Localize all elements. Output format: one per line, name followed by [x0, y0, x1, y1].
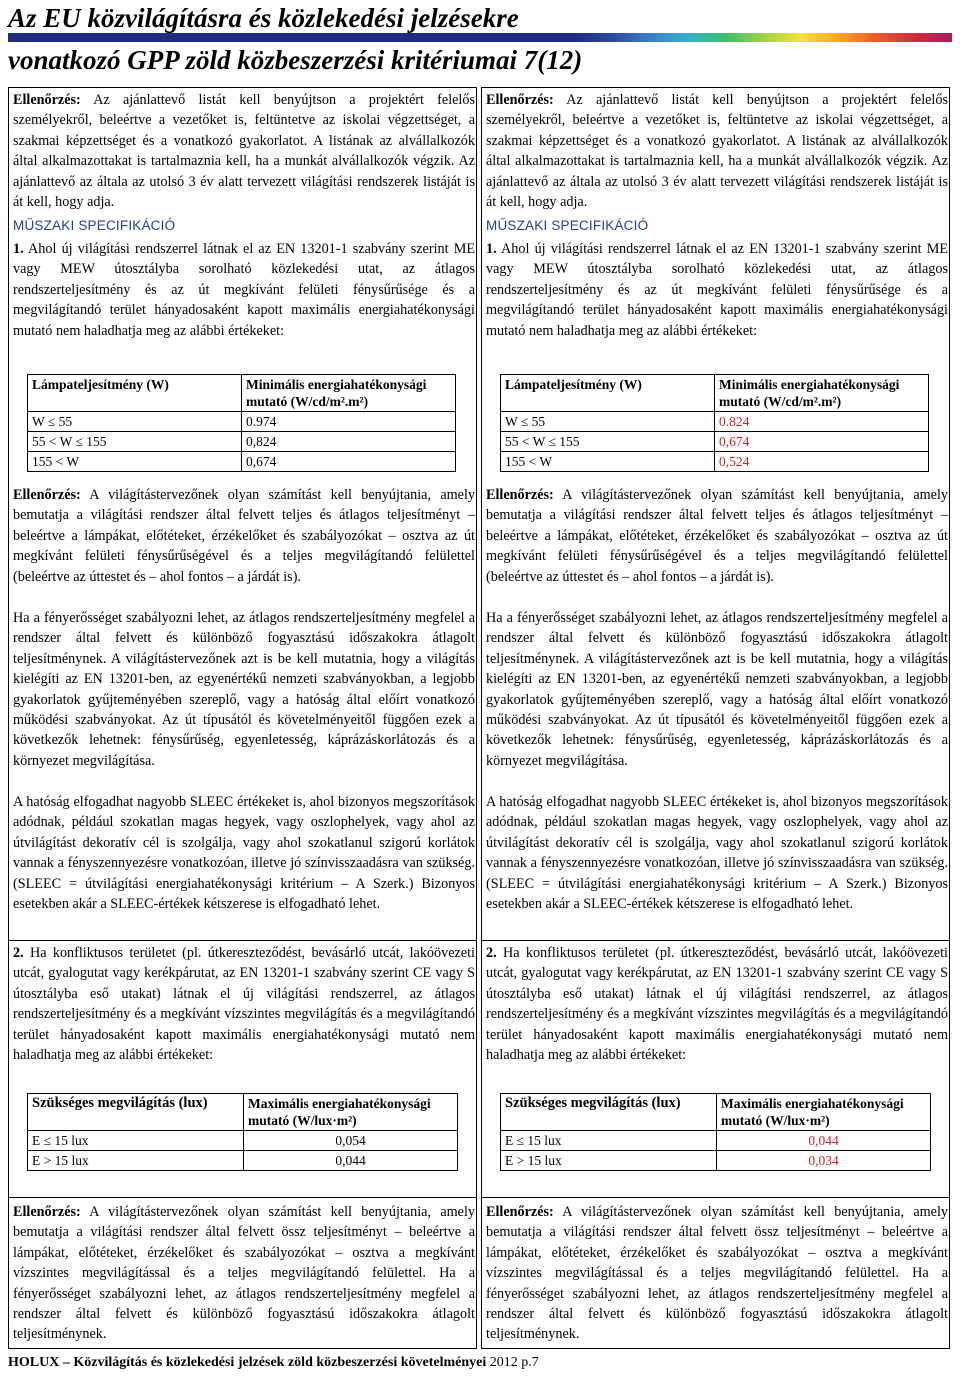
table-cell: E > 15 lux [501, 1151, 717, 1171]
sleec-paragraph: A hatóság elfogadhat nagyobb SLEEC értékeket is, ahol bizonyos megszorítások adódnak, például szokatlan magas hegyek, vagy oszlophelyek, vagy ahol az útvilágítást dekoratív cél is szolgálja, vagy ahol szokatlanul szigorú korlátok vannak a fényszennyezésre vonatkozóan, illetve jó színvisszaadásra van szükség. (SLEEC = útvilágítási energiahatékonysági kritérium – A Szerk.) Bizonyos esetekben akár a SLEEC-értékek kétszerese is elfogadható lehet. [13, 794, 475, 913]
table-row [501, 1131, 931, 1151]
intro-check [486, 90, 948, 212]
item-text: Ahol új világítási rendszerrel látnak el az EN 13201-1 szabvány szerint ME vagy MEW útosztályba sorolható közlekedési utat, az átlagos rendszerteljesítmény és az út megkívánt felületi fénysűrűsége és a megvilágítandó terület hányadosaként kapott maximális energiahatékonysági mutató nem haladhatja meg az alábbi értékeket: [486, 241, 948, 339]
table-header-right: Maximális energiahatékonysági mutató (W/lux·m²) [244, 1094, 458, 1131]
section-title: MŰSZAKI SPECIFIKÁCIÓ [13, 218, 176, 233]
table-row [28, 452, 456, 472]
page-title-line1: Az EU közvilágításra és közlekedési jelzésekre [8, 3, 519, 33]
page-title-line2: vonatkozó GPP zöld közbeszerzési kritériumai 7(12) [8, 45, 583, 75]
item-1 [486, 239, 948, 341]
changed-value-cell: 0,034 [717, 1151, 931, 1171]
table-row [28, 1131, 458, 1151]
item-text: Ha konfliktusos területet (pl. útkereszteződést, bevásárló utcát, lakóövezeti utcát, gyalogutat vagy kerékpárutat, az EN 13201-1 szabvány szerint CE vagy S útosztályba eső utakat) látnak el új világítási rendszerrel, az átlagos rendszerteljesítmény és a megkívánt vízszintes megvilágítás és a megvilágítandó terület hányadosaként kapott maximális energiahatékonysági mutató nem haladhatja meg az alábbi értékeket: [486, 945, 948, 1064]
check-label: Ellenőrzés: [13, 1204, 81, 1220]
check-text: A világítástervezőnek olyan számítást kell benyújtania, amely bemutatja a világítási rendszer által felvett össz teljesítményt – beleértve a lámpákat, előtéteket, érzékelőket és szabályozókat – osztva a megkívánt vízszintes megvilágítással és a teljes megvilágítandó felülettel. Ha a fényerősséget szabályozni lehet, az átlagos rendszerteljesítmény megfelel a rendszer által felvett és különböző fogyasztású időszakokra átlagolt teljesítménynek. [486, 1204, 948, 1343]
check-text: A világítástervezőnek olyan számítást kell benyújtania, amely bemutatja a világítási rendszer által felvett teljes és átlagos teljesítményt – beleértve a lámpákat, előtéteket, érzékelőket és szabályozókat – osztva az út megkívánt felületi fénysűrűségével és a teljes megvilágítandó felülettel (beleértve az úttestet és – ahol fontos – a járdát is). [13, 487, 475, 585]
item-number: 2. [13, 945, 24, 961]
table-header-right: Minimális energiahatékonysági mutató (W/cd/m².m²) [242, 375, 456, 412]
table-cell: 0,054 [244, 1131, 458, 1151]
table-cell: 0,674 [242, 452, 456, 472]
changed-value-cell: 0,524 [715, 452, 929, 472]
table-cell: E ≤ 15 lux [501, 1131, 717, 1151]
table-cell: 0,824 [242, 432, 456, 452]
illuminance-table [27, 1093, 458, 1171]
item-2 [13, 943, 475, 1065]
changed-value-cell: 0.824 [715, 412, 929, 432]
check-text: A világítástervezőnek olyan számítást kell benyújtania, amely bemutatja a világítási rendszer által felvett össz teljesítményt – beleértve a lámpákat, előtéteket, érzékelőket és szabályozókat – osztva a megkívánt vízszintes megvilágítással és a teljes megvilágítandó felülettel. Ha a fényerősséget szabályozni lehet, az átlagos rendszerteljesítmény megfelel a rendszer által felvett és különböző fogyasztású időszakokra átlagolt teljesítménynek. [13, 1204, 475, 1343]
table-header-left: Szükséges megvilágítás (lux) [28, 1094, 244, 1131]
table-cell: 155 < W [501, 452, 715, 472]
table-row [28, 1151, 458, 1171]
item-text: Ha konfliktusos területet (pl. útkereszteződést, bevásárló utcát, lakóövezeti utcát, gyalogutat vagy kerékpárutat, az EN 13201-1 szabvány szerint CE vagy S útosztályba eső utakat) látnak el új világítási rendszerrel, az átlagos rendszerteljesítmény és a megkívánt vízszintes megvilágítás és a megvilágítandó terület hányadosaként kapott maximális energiahatékonysági mutató nem haladhatja meg az alábbi értékeket: [13, 945, 475, 1064]
table-cell: W ≤ 55 [28, 412, 242, 432]
right-section-3 [482, 1197, 949, 1350]
footer-text: HOLUX – Közvilágítás és közlekedési jelzések zöld közbeszerzési követelményei [8, 1355, 487, 1370]
check-text: Az ajánlattevő listát kell benyújtson a projektért felelős személyekről, beleértve a vezetőket is, feltüntetve az iskolai végzettséget, a szakmai képzettséget és a vonatkozó gyakorlatot. A listának az alvállalkozók által alkalmazottakat is tartalmaznia kell, ha a munkát alvállalkozók végzik. Az ajánlattevő az általa az utolsó 3 év alatt tervezett világítási rendszerek listáját is át kell, hogy adja. [13, 92, 475, 211]
item-number: 1. [13, 241, 24, 257]
table-row [501, 432, 929, 452]
sleec-paragraph: A hatóság elfogadhat nagyobb SLEEC értékeket is, ahol bizonyos megszorítások adódnak, például szokatlan magas hegyek, vagy oszlophelyek, vagy ahol az útvilágítást dekoratív cél is szolgálja, vagy ahol szokatlanul szigorú korlátok vannak a fényszennyezésre vonatkozóan, illetve jó színvisszaadásra van szükség. (SLEEC = útvilágítási energiahatékonysági kritérium – A Szerk.) Bizonyos esetekben akár a SLEEC-értékek kétszerese is elfogadható lehet. [486, 794, 948, 913]
check-label: Ellenőrzés: [486, 487, 554, 503]
check-label: Ellenőrzés: [486, 1204, 554, 1220]
lamp-power-table [27, 374, 456, 472]
check-text: A világítástervezőnek olyan számítást kell benyújtania, amely bemutatja a világítási rendszer által felvett teljes és átlagos teljesítményt – beleértve a lámpákat, előtéteket, érzékelőket és szabályozókat – osztva az út megkívánt felületi fénysűrűségével és a teljes megvilágítandó felülettel (beleértve az úttestet és – ahol fontos – a járdát is). [486, 487, 948, 585]
table-header-left: Lámpateljesítmény (W) [28, 375, 242, 412]
table-row [501, 412, 929, 432]
table-cell: W ≤ 55 [501, 412, 715, 432]
table-row [501, 452, 929, 472]
dimming-paragraph: Ha a fényerősséget szabályozni lehet, az átlagos rendszerteljesítmény megfelel a rendszer által felvett és különböző fogyasztású időszakokra átlagolt teljesítménynek. A világítástervezőnek azt is be kell mutatnia, hogy a világítás kielégíti az EN 13201-ben, az egyenértékű nemzeti szabványokban, a legjobb gyakorlatok gyűjteményében szereplő, vagy a hatóság által előírt vonatkozó működési szabványokat. Az út típusától és követelményeitől függően ezek a következők lehetnek: fénysűrűség, egyenletesség, káprázáskorlátozás és a környezet megvilágítása. [13, 610, 475, 769]
item-number: 2. [486, 945, 497, 961]
table-cell: 155 < W [28, 452, 242, 472]
table-header-left: Lámpateljesítmény (W) [501, 375, 715, 412]
check-label: Ellenőrzés: [486, 92, 554, 108]
changed-value-cell: 0,044 [717, 1131, 931, 1151]
item-text: Ahol új világítási rendszerrel látnak el az EN 13201-1 szabvány szerint ME vagy MEW útosztályba sorolható közlekedési utat, az átlagos rendszerteljesítmény és az út megkívánt felületi fénysűrűsége és a megvilágítandó terület hányadosaként kapott maximális energiahatékonysági mutató nem haladhatja meg az alábbi értékeket: [13, 241, 475, 339]
item-1 [13, 239, 475, 341]
changed-value-cell: 0,674 [715, 432, 929, 452]
check-3 [486, 1202, 948, 1345]
page-footer [8, 1355, 539, 1371]
table-cell: 0,044 [244, 1151, 458, 1171]
table-cell: 55 < W ≤ 155 [501, 432, 715, 452]
check-label: Ellenőrzés: [13, 92, 81, 108]
table-row [501, 1151, 931, 1171]
right-section-1 [482, 88, 949, 941]
dimming-paragraph: Ha a fényerősséget szabályozni lehet, az átlagos rendszerteljesítmény megfelel a rendszer által felvett és különböző fogyasztású időszakokra átlagolt teljesítménynek. A világítástervezőnek azt is be kell mutatnia, hogy a világítás kielégíti az EN 13201-ben, az egyenértékű nemzeti szabványokban, a legjobb gyakorlatok gyűjteményében szereplő, vagy a hatóság által előírt vonatkozó működési szabványokat. Az út típusától és követelményeitől függően ezek a következők lehetnek: fénysűrűség, egyenletesség, káprázáskorlátozás és a környezet megvilágítása. [486, 610, 948, 769]
right-column [481, 87, 950, 1349]
page-number: 2012 p.7 [486, 1355, 539, 1370]
table-cell: E > 15 lux [28, 1151, 244, 1171]
lamp-power-table [500, 374, 929, 472]
illuminance-table [500, 1093, 931, 1171]
item-number: 1. [486, 241, 497, 257]
table-row [28, 432, 456, 452]
check-2 [13, 485, 475, 587]
table-cell: 0.974 [242, 412, 456, 432]
right-section-2 [482, 941, 949, 1197]
table-cell: E ≤ 15 lux [28, 1131, 244, 1151]
left-section-2 [9, 941, 476, 1197]
table-header-right: Maximális energiahatékonysági mutató (W/lux·m²) [717, 1094, 931, 1131]
item-2 [486, 943, 948, 1065]
check-text: Az ajánlattevő listát kell benyújtson a projektért felelős személyekről, beleértve a vezetőket is, feltüntetve az iskolai végzettséget, a szakmai képzettséget és a vonatkozó gyakorlatot. A listának az alvállalkozók által alkalmazottakat is tartalmaznia kell, ha a munkát alvállalkozók végzik. Az ajánlattevő az általa az utolsó 3 év alatt tervezett világítási rendszerek listáját is át kell, hogy adja. [486, 92, 948, 211]
table-row [28, 412, 456, 432]
table-header-right: Minimális energiahatékonysági mutató (W/cd/m².m²) [715, 375, 929, 412]
table-cell: 55 < W ≤ 155 [28, 432, 242, 452]
intro-check [13, 90, 475, 212]
check-2 [486, 485, 948, 587]
section-title: MŰSZAKI SPECIFIKÁCIÓ [486, 218, 649, 233]
table-header-left: Szükséges megvilágítás (lux) [501, 1094, 717, 1131]
check-3 [13, 1202, 475, 1345]
left-section-3 [9, 1197, 476, 1350]
rainbow-bar [8, 33, 952, 42]
left-section-1 [9, 88, 476, 941]
check-label: Ellenőrzés: [13, 487, 81, 503]
left-column [8, 87, 477, 1349]
